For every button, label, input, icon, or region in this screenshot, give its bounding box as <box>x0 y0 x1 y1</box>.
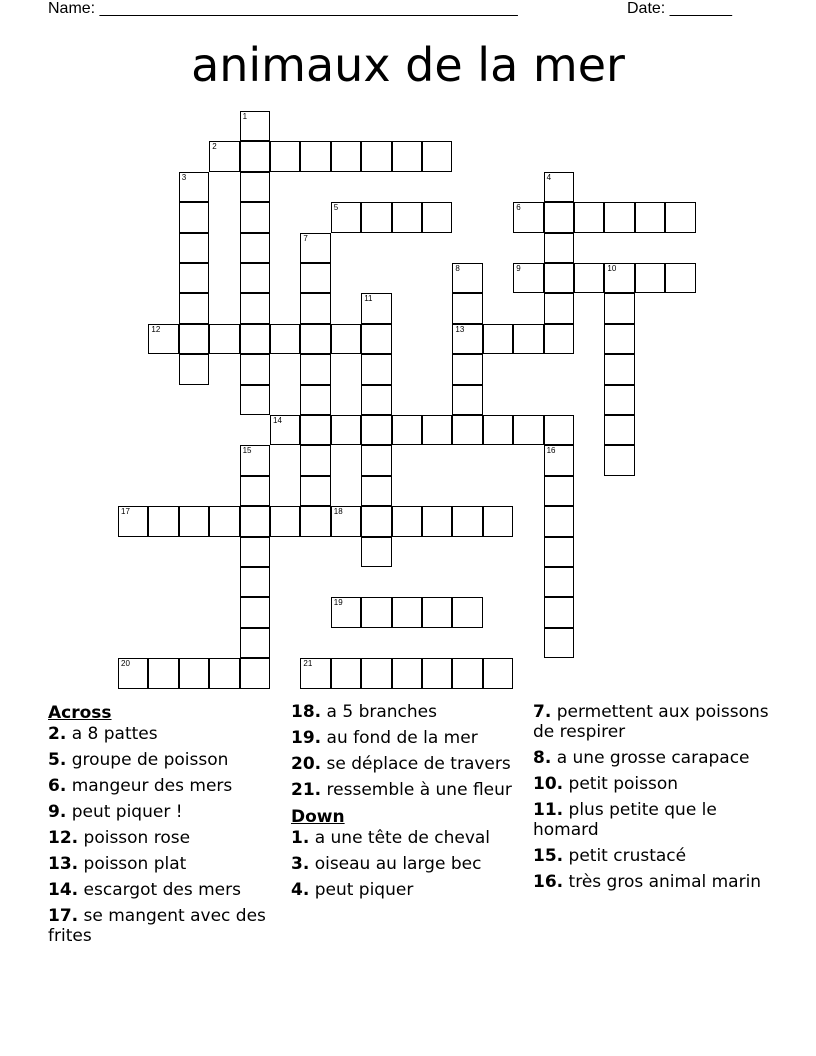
grid-cell[interactable] <box>513 202 543 232</box>
grid-cell[interactable] <box>544 567 574 597</box>
grid-cell[interactable] <box>574 263 604 293</box>
clue-number: 16 <box>546 446 556 456</box>
grid-cell[interactable] <box>513 263 543 293</box>
clue-number: 20 <box>121 659 130 669</box>
grid-cell[interactable] <box>179 324 209 354</box>
grid-cell[interactable] <box>361 415 391 445</box>
grid-cell[interactable] <box>240 202 270 232</box>
grid-cell[interactable] <box>392 597 422 627</box>
across-heading: Across <box>48 703 112 723</box>
grid-cell[interactable] <box>240 658 270 688</box>
grid-cell[interactable] <box>300 506 330 536</box>
grid-cell[interactable] <box>148 324 178 354</box>
grid-cell[interactable] <box>544 172 574 202</box>
grid-cell[interactable] <box>422 658 452 688</box>
grid-cell[interactable] <box>635 202 665 232</box>
grid-cell[interactable] <box>604 324 634 354</box>
grid-cell[interactable] <box>422 415 452 445</box>
grid-cell[interactable] <box>300 445 330 475</box>
clue-down-3: 3. oiseau au large bec <box>291 854 482 874</box>
clue-across-12: 12. poisson rose <box>48 828 191 848</box>
clue-down-7: 7. permettent aux poissons de respirer <box>533 702 769 742</box>
clue-across-13: 13. poisson plat <box>48 854 187 874</box>
clue-number: 2 <box>212 142 217 152</box>
grid-cell[interactable] <box>240 354 270 384</box>
grid-cell[interactable] <box>209 324 239 354</box>
clues-column-2 <box>291 702 521 906</box>
grid-cell[interactable] <box>270 141 300 171</box>
clue-down-10: 10. petit poisson <box>533 774 679 794</box>
grid-cell[interactable] <box>483 415 513 445</box>
grid-cell[interactable] <box>544 415 574 445</box>
grid-cell[interactable] <box>240 628 270 658</box>
grid-cell[interactable] <box>361 476 391 506</box>
grid-cell[interactable] <box>513 415 543 445</box>
grid-cell[interactable] <box>300 658 330 688</box>
grid-cell[interactable] <box>240 111 270 141</box>
date-label: Date: <box>627 0 670 17</box>
grid-cell[interactable] <box>544 628 574 658</box>
grid-cell[interactable] <box>422 141 452 171</box>
clue-down-8: 8. a une grosse carapace <box>533 748 750 768</box>
grid-cell[interactable] <box>361 354 391 384</box>
grid-cell[interactable] <box>179 233 209 263</box>
clue-across-9: 9. peut piquer ! <box>48 802 183 822</box>
grid-cell[interactable] <box>148 506 178 536</box>
grid-cell[interactable] <box>240 506 270 536</box>
grid-cell[interactable] <box>179 658 209 688</box>
date-blank[interactable]: _______ <box>669 0 732 17</box>
clue-across-17: 17. se mangent avec des frites <box>48 906 266 946</box>
grid-cell[interactable] <box>331 415 361 445</box>
grid-cell[interactable] <box>361 506 391 536</box>
grid-cell[interactable] <box>179 263 209 293</box>
grid-cell[interactable] <box>361 385 391 415</box>
grid-cell[interactable] <box>209 658 239 688</box>
clues-column-1 <box>48 702 278 952</box>
grid-cell[interactable] <box>331 141 361 171</box>
clue-across-14: 14. escargot des mers <box>48 880 241 900</box>
grid-cell[interactable] <box>209 506 239 536</box>
clue-number: 3 <box>181 172 187 182</box>
grid-cell[interactable] <box>240 567 270 597</box>
grid-cell[interactable] <box>179 293 209 323</box>
grid-cell[interactable] <box>452 415 482 445</box>
grid-cell[interactable] <box>331 597 361 627</box>
grid-cell[interactable] <box>544 445 574 475</box>
grid-cell[interactable] <box>179 172 209 202</box>
grid-cell[interactable] <box>300 233 330 263</box>
grid-cell[interactable] <box>483 506 513 536</box>
clue-number: 6 <box>516 203 521 213</box>
clue-across-19: 19. au fond de la mer <box>291 728 478 748</box>
grid-cell[interactable] <box>392 141 422 171</box>
down-heading: Down <box>291 807 345 827</box>
grid-cell[interactable] <box>544 263 574 293</box>
grid-cell[interactable] <box>179 354 209 384</box>
grid-cell[interactable] <box>665 263 695 293</box>
grid-cell[interactable] <box>544 506 574 536</box>
grid-cell[interactable] <box>392 415 422 445</box>
clue-across-21: 21. ressemble à une fleur <box>291 780 512 800</box>
grid-cell[interactable] <box>361 445 391 475</box>
clue-number: 10 <box>607 264 617 273</box>
grid-cell[interactable] <box>422 506 452 536</box>
grid-cell[interactable] <box>604 263 634 293</box>
grid-cell[interactable] <box>544 476 574 506</box>
grid-cell[interactable] <box>209 141 239 171</box>
clue-number: 14 <box>273 416 282 425</box>
grid-cell[interactable] <box>300 141 330 171</box>
clue-down-4: 4. peut piquer <box>291 880 414 900</box>
grid-cell[interactable] <box>331 324 361 354</box>
grid-cell[interactable] <box>513 324 543 354</box>
grid-cell[interactable] <box>422 597 452 627</box>
grid-cell[interactable] <box>240 597 270 627</box>
grid-cell[interactable] <box>148 658 178 688</box>
grid-cell[interactable] <box>452 293 482 323</box>
grid-cell[interactable] <box>331 202 361 232</box>
grid-cell[interactable] <box>604 445 634 475</box>
grid-cell[interactable] <box>300 415 330 445</box>
clue-number: 1 <box>242 112 248 121</box>
clue-number: 9 <box>516 264 521 273</box>
grid-cell[interactable] <box>300 293 330 323</box>
grid-cell[interactable] <box>544 537 574 567</box>
grid-cell[interactable] <box>118 658 148 688</box>
grid-cell[interactable] <box>544 202 574 232</box>
grid-cell[interactable] <box>240 445 270 475</box>
grid-cell[interactable] <box>240 233 270 263</box>
name-blank[interactable]: _______________________________________________ <box>99 0 518 17</box>
grid-cell[interactable] <box>422 202 452 232</box>
grid-cell[interactable] <box>361 293 391 323</box>
clue-across-18: 18. a 5 branches <box>291 702 437 722</box>
grid-cell[interactable] <box>240 293 270 323</box>
grid-cell[interactable] <box>300 476 330 506</box>
grid-cell[interactable] <box>452 658 482 688</box>
grid-cell[interactable] <box>331 658 361 688</box>
grid-cell[interactable] <box>452 597 482 627</box>
grid-cell[interactable] <box>544 597 574 627</box>
clue-across-6: 6. mangeur des mers <box>48 776 233 796</box>
grid-cell[interactable] <box>300 385 330 415</box>
grid-cell[interactable] <box>300 354 330 384</box>
grid-cell[interactable] <box>361 141 391 171</box>
grid-cell[interactable] <box>604 293 634 323</box>
grid-cell[interactable] <box>240 385 270 415</box>
grid-cell[interactable] <box>392 658 422 688</box>
clue-number: 19 <box>333 598 343 608</box>
clue-number: 17 <box>121 507 130 517</box>
grid-cell[interactable] <box>544 233 574 263</box>
grid-cell[interactable] <box>240 476 270 506</box>
grid-cell[interactable] <box>483 658 513 688</box>
grid-cell[interactable] <box>240 263 270 293</box>
grid-cell[interactable] <box>270 415 300 445</box>
grid-cell[interactable] <box>574 202 604 232</box>
grid-cell[interactable] <box>452 324 482 354</box>
grid-cell[interactable] <box>452 506 482 536</box>
grid-cell[interactable] <box>665 202 695 232</box>
grid-cell[interactable] <box>361 658 391 688</box>
clue-number: 7 <box>303 233 308 243</box>
clue-down-11: 11. plus petite que le homard <box>533 800 717 840</box>
name-label: Name: <box>48 0 100 17</box>
grid-cell[interactable] <box>392 506 422 536</box>
clues-column-3 <box>533 702 773 898</box>
grid-cell[interactable] <box>240 172 270 202</box>
grid-cell[interactable] <box>604 415 634 445</box>
grid-cell[interactable] <box>604 202 634 232</box>
clue-number: 13 <box>455 324 465 334</box>
grid-cell[interactable] <box>361 202 391 232</box>
grid-cell[interactable] <box>604 354 634 384</box>
grid-cell[interactable] <box>604 385 634 415</box>
grid-cell[interactable] <box>452 354 482 384</box>
clue-down-16: 16. très gros animal marin <box>533 872 762 892</box>
clue-number: 15 <box>242 446 252 456</box>
grid-cell[interactable] <box>392 202 422 232</box>
grid-cell[interactable] <box>452 263 482 293</box>
grid-cell[interactable] <box>635 263 665 293</box>
clue-number: 5 <box>333 203 339 213</box>
clue-across-20: 20. se déplace de travers <box>291 754 511 774</box>
grid-cell[interactable] <box>544 293 574 323</box>
grid-cell[interactable] <box>331 506 361 536</box>
grid-cell[interactable] <box>270 506 300 536</box>
grid-cell[interactable] <box>300 263 330 293</box>
clue-across-5: 5. groupe de poisson <box>48 750 229 770</box>
grid-cell[interactable] <box>179 202 209 232</box>
clue-number: 12 <box>151 324 161 334</box>
grid-cell[interactable] <box>240 141 270 171</box>
clue-down-15: 15. petit crustacé <box>533 846 687 866</box>
clue-across-2: 2. a 8 pattes <box>48 724 158 744</box>
page-title: animaux de la mer <box>191 38 625 92</box>
grid-cell[interactable] <box>361 597 391 627</box>
grid-cell[interactable] <box>300 324 330 354</box>
grid-cell[interactable] <box>240 537 270 567</box>
grid-cell[interactable] <box>452 385 482 415</box>
grid-cell[interactable] <box>179 506 209 536</box>
clue-number: 8 <box>455 264 460 273</box>
grid-cell[interactable] <box>270 324 300 354</box>
grid-cell[interactable] <box>118 506 148 536</box>
grid-cell[interactable] <box>544 324 574 354</box>
grid-cell[interactable] <box>483 324 513 354</box>
clue-down-1: 1. a une tête de cheval <box>291 828 491 848</box>
grid-cell[interactable] <box>361 324 391 354</box>
clue-number: 18 <box>333 507 343 517</box>
clue-number: 11 <box>364 294 373 304</box>
clue-number: 21 <box>303 659 313 669</box>
grid-cell[interactable] <box>361 537 391 567</box>
grid-cell[interactable] <box>240 324 270 354</box>
clue-number: 4 <box>546 172 552 182</box>
